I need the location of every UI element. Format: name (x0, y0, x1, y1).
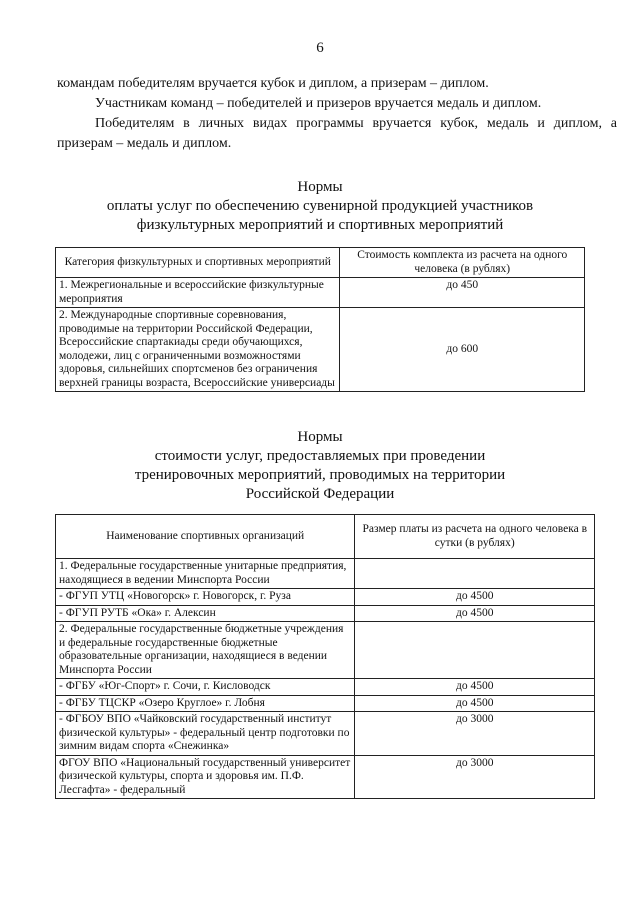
table-row (56, 589, 595, 606)
table-row (56, 755, 595, 799)
organization-cell: - ФГБОУ ВПО «Чайковский государственный институт физической культуры» - федеральный центр подготовки по зимним видам спорта «Снежинка» (56, 712, 355, 756)
organization-cell: 1. Федеральные государственные унитарные предприятия, находящиеся в ведении Минспорта России (56, 559, 355, 589)
section2-heading-line: Российской Федерации (245, 486, 395, 502)
organization-cell: 2. Федеральные государственные бюджетные учреждения и федеральные государственные бюджетные образовательные организации, находящиеся в ведении Минспорта России (56, 622, 355, 679)
intro-paragraph-3: Победителям в личных видах программы вручается кубок, медаль и диплом, а призерам – медаль и диплом. (57, 116, 617, 151)
table-row (56, 712, 595, 756)
section2-heading (60, 428, 580, 504)
fee-cell: до 3000 (355, 755, 595, 799)
section2-heading-line: стоимости услуг, предоставляемых при проведении (154, 448, 486, 464)
fee-cell (355, 622, 595, 679)
section1-heading-line: физкультурных мероприятий и спортивных мероприятий (136, 217, 504, 233)
intro-paragraph-1: командам победителям вручается кубок и диплом, а призерам – диплом. (57, 76, 489, 91)
cost-cell: до 450 (340, 278, 585, 308)
table-row (56, 559, 595, 589)
training-costs-table (55, 514, 595, 799)
fee-cell: до 4500 (355, 605, 595, 622)
fee-cell: до 3000 (355, 712, 595, 756)
table-row (56, 679, 595, 696)
page-number: 6 (316, 40, 324, 56)
table-row (56, 308, 585, 392)
category-cell: 2. Международные спортивные соревнования, проводимые на территории Российской Федерации, Всероссийские спартакиады среди обучающихся, молодежи, лиц с ограниченными возможностями здоровья, сильнейших спортсменов без ограничения верхней границы возраста, Всероссийские универсиады (56, 308, 340, 392)
column-header: Категория физкультурных и спортивных мероприятий (56, 248, 340, 278)
column-header: Размер платы из расчета на одного человека в сутки (в рублях) (355, 515, 595, 559)
cost-cell: до 600 (340, 308, 585, 392)
table-header-row (56, 515, 595, 559)
intro-paragraph-2: Участникам команд – победителей и призеров вручается медаль и диплом. (95, 96, 542, 111)
table-row (56, 622, 595, 679)
fee-cell (355, 559, 595, 589)
section1-heading-line: оплаты услуг по обеспечению сувенирной продукцией участников (106, 198, 534, 214)
table-row (56, 695, 595, 712)
organization-cell: - ФГБУ «Юг-Спорт» г. Сочи, г. Кисловодск (56, 679, 355, 696)
column-header: Стоимость комплекта из расчета на одного человека (в рублях) (340, 248, 585, 278)
organization-cell: - ФГУП РУТБ «Ока» г. Алексин (56, 605, 355, 622)
fee-cell: до 4500 (355, 679, 595, 696)
column-header: Наименование спортивных организаций (56, 515, 355, 559)
section2-heading-line: Нормы (297, 429, 343, 445)
table-header-row (56, 248, 585, 278)
section2-heading-line: тренировочных мероприятий, проводимых на территории (134, 467, 506, 483)
section1-heading (60, 178, 580, 235)
organization-cell: ФГОУ ВПО «Национальный государственный университет физической культуры, спорта и здоровья им. П.Ф. Лесгафта» - федеральный (56, 755, 355, 799)
organization-cell: - ФГБУ ТЦСКР «Озеро Круглое» г. Лобня (56, 695, 355, 712)
table-row (56, 605, 595, 622)
table-row (56, 278, 585, 308)
fee-cell: до 4500 (355, 695, 595, 712)
souvenir-norms-table (55, 247, 585, 392)
organization-cell: - ФГУП УТЦ «Новогорск» г. Новогорск, г. Руза (56, 589, 355, 606)
fee-cell: до 4500 (355, 589, 595, 606)
category-cell: 1. Межрегиональные и всероссийские физкультурные мероприятия (56, 278, 340, 308)
section1-heading-line: Нормы (297, 179, 343, 195)
